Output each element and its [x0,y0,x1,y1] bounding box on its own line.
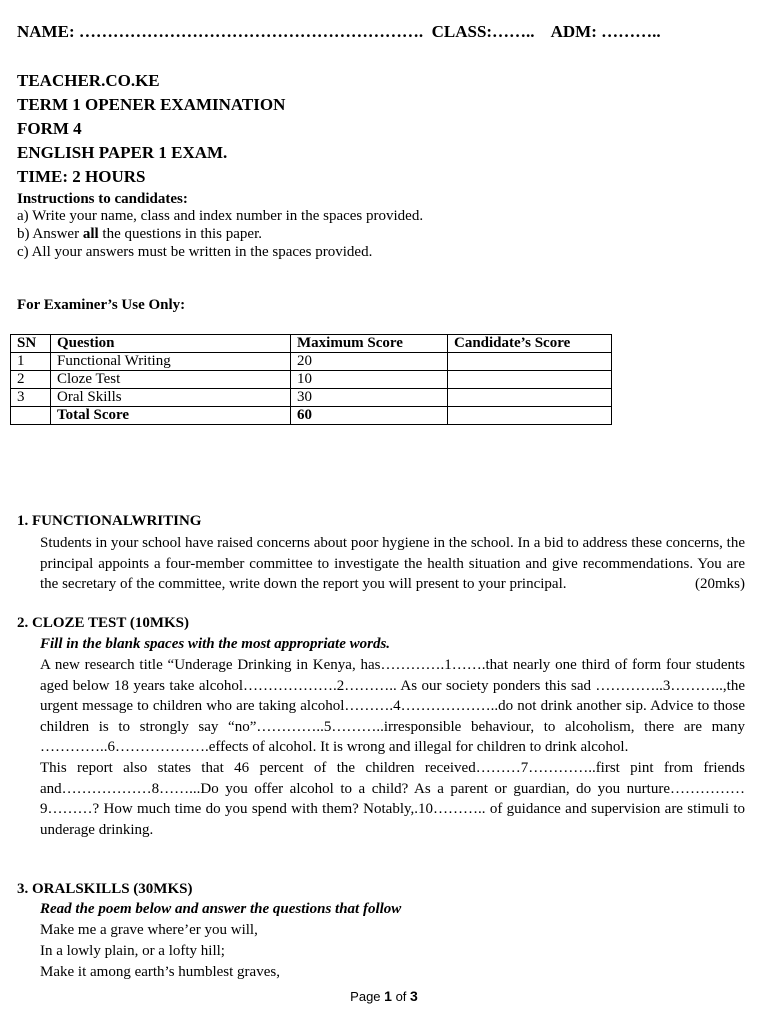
table-header-row [11,335,612,353]
section3-instruction: Read the poem below and answer the questions that follow [40,901,402,917]
table-row [11,353,612,371]
name-class-adm-line: NAME: ……………………………………………………. CLASS:…….. ADM: ……….. [17,22,661,41]
total-candidate-score-field[interactable] [448,407,612,425]
section1-marks: (20mks) [695,576,745,592]
exam-title: TERM 1 OPENER EXAMINATION [17,95,286,114]
instruction-b-suffix: the questions in this paper. [98,226,262,242]
page-footer [0,988,768,1004]
section1-text: Students in your school have raised concerns about poor hygiene in the school. In a bid to address these concerns, the principal appoints a four-member committee to investigate the health situation and give recommendations. You are the secretary of the committee, write down the report you will present to your principal. [40,535,745,592]
table-total-row [11,407,612,425]
row-max: 30 [291,389,448,407]
instruction-b-prefix: b) Answer [17,226,83,242]
time-label: TIME: 2 HOURS [17,167,146,186]
instruction-c: c) All your answers must be written in the spaces provided. [17,244,373,260]
header-candidate-score: Candidate’s Score [448,335,612,353]
table-row [11,371,612,389]
paper-title: ENGLISH PAPER 1 EXAM. [17,143,228,162]
page-word: Page [350,989,385,1004]
section1-body [40,533,745,595]
row-sn: 2 [11,371,51,389]
row-candidate-score-field[interactable] [448,389,612,407]
header-sn: SN [11,335,51,353]
total-label: Total Score [51,407,291,425]
form-label: FORM 4 [17,119,82,138]
total-value: 60 [291,407,448,425]
instructions-title: Instructions to candidates: [17,191,188,207]
of-word: of [391,989,411,1004]
total-sn-empty [11,407,51,425]
section2-para2: This report also states that 46 percent of the children received………7…………..first pint from friends and………………8……...Do you offer alcohol to a child? As a parent or guardian, do you nurture……………9………? How much time do you spend with them? Notably,.10……….. of guidance and supervision are stimuli to underage drinking. [40,760,745,838]
examiner-title: For Examiner’s Use Only: [17,297,186,313]
table-row [11,389,612,407]
row-sn: 3 [11,389,51,407]
poem-line: In a lowly plain, or a lofty hill; [40,943,225,959]
poem [40,920,280,983]
section1-title: 1. FUNCTIONALWRITING [17,513,202,529]
row-candidate-score-field[interactable] [448,353,612,371]
instruction-b-bold: all [82,226,99,242]
page-number: 1 [384,988,392,1004]
header-question: Question [51,335,291,353]
school-name: TEACHER.CO.KE [17,71,160,90]
section2-para1: A new research title “Underage Drinking in Kenya, has………….1…….that nearly one third of form four students aged below 18 years take alcohol……………….2……….. As our society ponders this sad …………..3………..,the urgent message to children who are taking alcohol……….4………………..do not drink another sip. Advice to those children is to strongly say “no”…………..5………..irresponsible behaviour, to alcoholism, there are many …………..6……………….effects of alcohol. It is wrong and illegal for children to drink alcohol. [40,657,745,755]
row-max: 10 [291,371,448,389]
section3-title: 3. ORALSKILLS (30MKS) [17,881,193,897]
total-pages: 3 [410,988,418,1004]
row-question: Cloze Test [51,371,291,389]
poem-line: Make me a grave where’er you will, [40,922,258,938]
row-sn: 1 [11,353,51,371]
row-candidate-score-field[interactable] [448,371,612,389]
row-max: 20 [291,353,448,371]
header-max-score: Maximum Score [291,335,448,353]
score-table [10,334,612,425]
poem-line: Make it among earth’s humblest graves, [40,964,280,980]
row-question: Oral Skills [51,389,291,407]
row-question: Functional Writing [51,353,291,371]
section2-instruction: Fill in the blank spaces with the most appropriate words. [40,636,391,652]
section2-title: 2. CLOZE TEST (10MKS) [17,615,189,631]
instruction-a: a) Write your name, class and index number in the spaces provided. [17,208,424,224]
instruction-b [17,226,262,243]
